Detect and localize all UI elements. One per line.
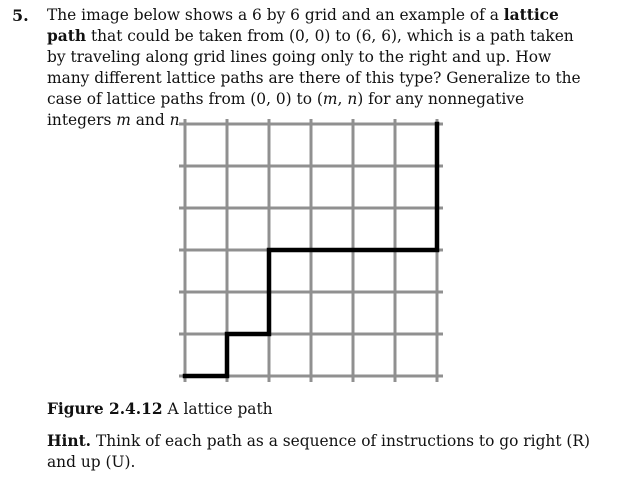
hint-label: Hint. [47,432,92,450]
variable-m-2: m [116,111,131,129]
variable-n: n [347,90,358,108]
lattice-figure [178,119,446,383]
variable-n-2: n [169,111,180,129]
figure-caption [47,399,273,420]
lattice-path-term: lattice path [47,6,559,45]
figure-label: Figure 2.4.12 [47,400,163,418]
problem-text-1: The image below shows a 6 by 6 grid and an example of a [47,6,504,24]
lattice-grid-svg [178,119,446,383]
variable-m: m [322,90,338,108]
problem-statement [47,5,592,131]
hint-text: Think of each path as a sequence of instructions to go right (R) and up (U). [47,432,591,471]
figure-caption-text: A lattice path [162,400,273,418]
period: . [179,111,185,129]
problem-text-3: ) for any nonnegative integers [47,90,525,129]
and-word: and [130,111,170,129]
hint [47,431,592,473]
comma: , [337,90,348,108]
problem-text-2: that could be taken from (0, 0) to (6, 6), which is a path taken by traveling along grid lines going only to the right and up. How many different lattice paths are there of this type? Generalize to the case of lattice paths from (0, 0) to ( [47,27,581,108]
problem-number: 5. [12,6,29,25]
